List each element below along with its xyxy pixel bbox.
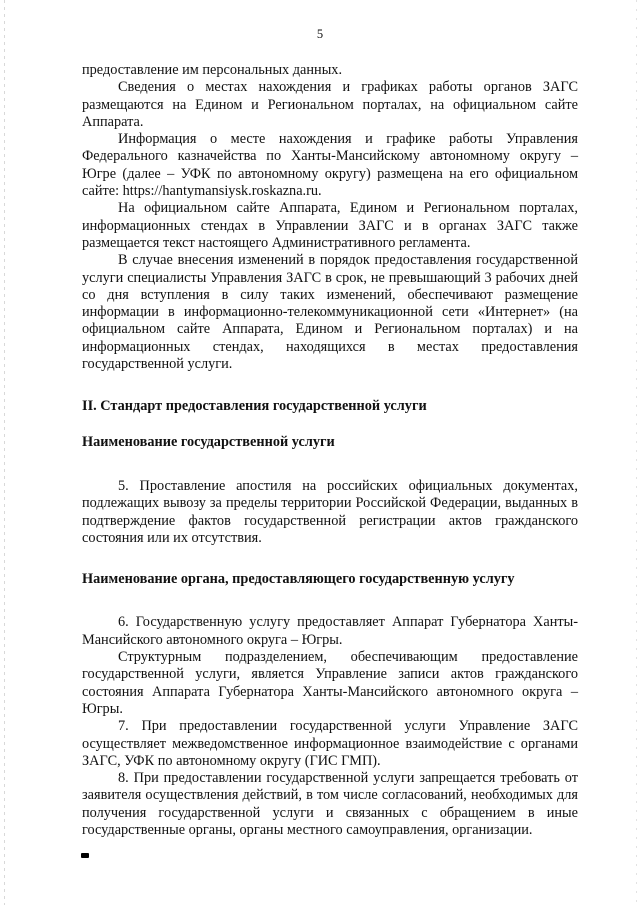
page-number: 5 [316,27,324,41]
paragraph-structural-unit: Структурным подразделением, обеспечивающим предоставление государственной услуги, является Управление записи актов гражданского состояния Аппарата Губернатора Ханты-Мансийского автономного округа – Югры. [82,649,578,717]
paragraph-zags-locations: Сведения о местах нахождения и графиках работы органов ЗАГС размещаются на Едином и Региональном порталах, на официальном сайте Аппарата. [82,79,578,130]
document-body [82,62,578,839]
scan-edge-left [4,0,5,905]
section-heading: II. Стандарт предоставления государственной услуги [82,398,427,415]
paragraph-ufk-info: Информация о месте нахождения и графике работы Управления Федерального казначейства по Ханты-Мансийскому автономному округу – Югре (далее – УФК по автономному округу) размещена на его официальном сайте: https://hantymansiysk.roskazna.ru. [82,131,578,200]
scan-mark [81,853,89,858]
paragraph-6: 6. Государственную услугу предоставляет Аппарат Губернатора Ханты-Мансийского автономного округа – Югры. [82,614,578,648]
subheading-service-name: Наименование государственной услуги [82,433,335,450]
subheading-service-organ: Наименование органа, предоставляющего государственную услугу [82,571,515,588]
paragraph-7: 7. При предоставлении государственной услуги Управление ЗАГС осуществляет межведомственное информационное взаимодействие с органами ЗАГС, УФК по автономному округу (ГИС ГМП). [82,718,578,769]
paragraph-5: 5. Проставление апостиля на российских официальных документах, подлежащих вывозу за пределы территории Российской Федерации, выданных в подтверждение фактов государственной регистрации актов гражданского состояния или их отсутствия. [82,477,578,546]
paragraph-8: 8. При предоставлении государственной услуги запрещается требовать от заявителя осуществления действий, в том числе согласований, необходимых для получения государственной услуги и связанных с обращением в иные государственные органы, органы местного самоуправления, организации. [82,770,578,838]
paragraph-regulation-text: На официальном сайте Аппарата, Едином и Региональном порталах, информационных стендах в Управлении ЗАГС и в органах ЗАГС также размещается текст настоящего Административного регламента. [82,200,578,251]
paragraph-changes: В случае внесения изменений в порядок предоставления государственной услуги специалисты Управления ЗАГС в срок, не превышающий 3 рабочих дней со дня вступления в силу таких изменений, обеспечивают размещение информации в информационно-телекоммуникационной сети «Интернет» (на официальном сайте Аппарата, Едином и Региональном порталах) и на информационных стендах, находящихся в местах предоставления государственной услуги. [82,252,578,373]
paragraph-personal-data: предоставление им персональных данных. [82,62,343,78]
scan-edge-right [636,0,637,905]
